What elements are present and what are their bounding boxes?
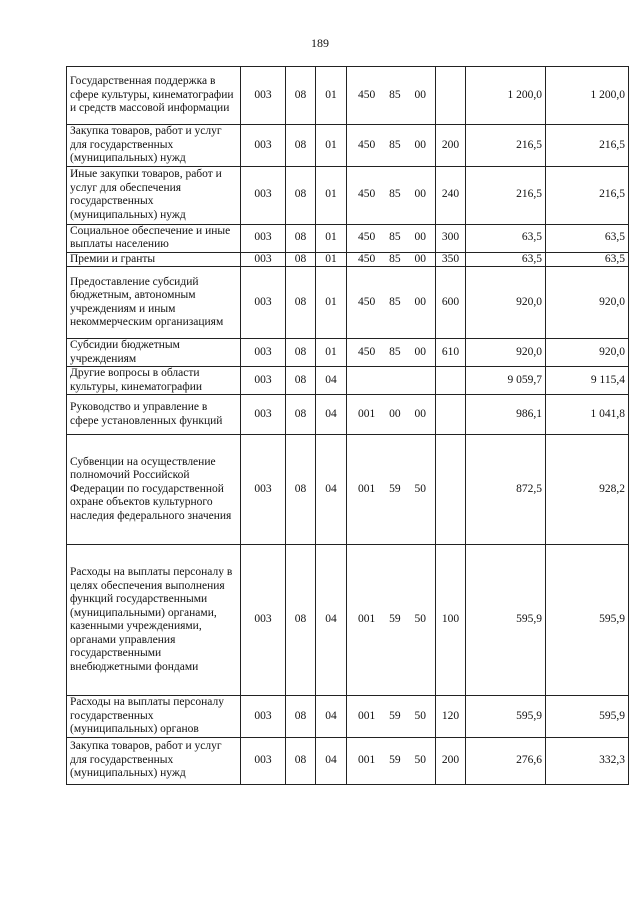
target-article-part: 00 — [414, 188, 426, 201]
amount-year-1: 63,5 — [466, 252, 546, 267]
target-article-part: 001 — [358, 613, 376, 626]
amount-year-1: 216,5 — [466, 166, 546, 224]
section-code: 08 — [286, 545, 316, 696]
table-row — [67, 67, 629, 125]
target-article-part: 85 — [389, 88, 401, 101]
ved-code: 003 — [241, 395, 286, 435]
expense-type-code: 100 — [436, 545, 466, 696]
expense-type-code: 240 — [436, 166, 466, 224]
subsection-code: 01 — [316, 125, 347, 167]
ved-code: 003 — [241, 224, 286, 252]
table-row — [67, 339, 629, 367]
target-article-parts — [350, 483, 432, 497]
row-name: Социальное обеспечение и иные выплаты населению — [67, 224, 241, 252]
table-row — [67, 696, 629, 738]
subsection-code: 01 — [316, 252, 347, 267]
target-article-part: 59 — [389, 613, 401, 626]
budget-table — [66, 66, 629, 785]
target-article-parts — [350, 296, 432, 310]
amount-year-2: 928,2 — [546, 435, 629, 545]
amount-year-1: 216,5 — [466, 125, 546, 167]
table-row — [67, 737, 629, 784]
ved-code: 003 — [241, 339, 286, 367]
target-article-parts — [350, 253, 432, 267]
target-article-part: 59 — [389, 753, 401, 766]
target-article-part: 85 — [389, 252, 401, 265]
target-article-code — [347, 696, 436, 738]
row-name: Расходы на выплаты персоналу в целях обеспечения выполнения функций государственными (муниципальными) органами, казенными учреждениями, органами управления государственными внебюджетными фондами — [67, 545, 241, 696]
target-article-part: 50 — [414, 613, 426, 626]
target-article-part: 85 — [389, 138, 401, 151]
target-article-part: 00 — [414, 88, 426, 101]
target-article-code — [347, 435, 436, 545]
expense-type-code: 120 — [436, 696, 466, 738]
amount-year-1: 872,5 — [466, 435, 546, 545]
expense-type-code: 600 — [436, 267, 466, 339]
table-row — [67, 545, 629, 696]
row-name: Расходы на выплаты персоналу государственных (муниципальных) органов — [67, 696, 241, 738]
amount-year-2: 595,9 — [546, 696, 629, 738]
ved-code: 003 — [241, 696, 286, 738]
row-name: Другие вопросы в области культуры, кинематографии — [67, 367, 241, 395]
target-article-part: 001 — [358, 753, 376, 766]
target-article-part: 001 — [358, 709, 376, 722]
target-article-part: 85 — [389, 295, 401, 308]
target-article-part: 001 — [358, 407, 376, 420]
amount-year-1: 920,0 — [466, 267, 546, 339]
target-article-part: 85 — [389, 188, 401, 201]
amount-year-2: 9 115,4 — [546, 367, 629, 395]
target-article-parts — [350, 710, 432, 724]
row-name: Закупка товаров, работ и услуг для государственных (муниципальных) нужд — [67, 125, 241, 167]
ved-code: 003 — [241, 435, 286, 545]
section-code: 08 — [286, 395, 316, 435]
expense-type-code: 200 — [436, 737, 466, 784]
ved-code: 003 — [241, 737, 286, 784]
amount-year-2: 1 041,8 — [546, 395, 629, 435]
amount-year-1: 276,6 — [466, 737, 546, 784]
ved-code: 003 — [241, 545, 286, 696]
section-code: 08 — [286, 125, 316, 167]
amount-year-2: 1 200,0 — [546, 67, 629, 125]
ved-code: 003 — [241, 166, 286, 224]
target-article-part: 59 — [389, 482, 401, 495]
row-name: Предоставление субсидий бюджетным, автономным учреждениям и иным некоммерческим организациям — [67, 267, 241, 339]
subsection-code: 04 — [316, 367, 347, 395]
section-code: 08 — [286, 252, 316, 267]
subsection-code: 01 — [316, 267, 347, 339]
target-article-part: 450 — [358, 252, 376, 265]
target-article-part: 50 — [414, 482, 426, 495]
table-row — [67, 367, 629, 395]
target-article-part: 450 — [358, 138, 376, 151]
amount-year-1: 63,5 — [466, 224, 546, 252]
subsection-code: 01 — [316, 67, 347, 125]
amount-year-1: 9 059,7 — [466, 367, 546, 395]
section-code: 08 — [286, 339, 316, 367]
amount-year-2: 63,5 — [546, 252, 629, 267]
ved-code: 003 — [241, 267, 286, 339]
target-article-part: 450 — [358, 88, 376, 101]
page-number: 189 — [311, 36, 329, 50]
target-article-code — [347, 737, 436, 784]
target-article-part: 00 — [389, 407, 401, 420]
ved-code: 003 — [241, 252, 286, 267]
target-article-code — [347, 166, 436, 224]
target-article-part: 85 — [389, 345, 401, 358]
target-article-part: 450 — [358, 231, 376, 244]
table-row — [67, 252, 629, 267]
row-name: Государственная поддержка в сфере культуры, кинематографии и средств массовой информации — [67, 67, 241, 125]
amount-year-1: 986,1 — [466, 395, 546, 435]
table-row — [67, 395, 629, 435]
amount-year-2: 63,5 — [546, 224, 629, 252]
expense-type-code: 610 — [436, 339, 466, 367]
target-article-parts — [350, 346, 432, 360]
target-article-parts — [350, 613, 432, 627]
row-name: Иные закупки товаров, работ и услуг для обеспечения государственных (муниципальных) нужд — [67, 166, 241, 224]
section-code: 08 — [286, 737, 316, 784]
amount-year-1: 595,9 — [466, 545, 546, 696]
section-code: 08 — [286, 224, 316, 252]
expense-type-code: 350 — [436, 252, 466, 267]
target-article-parts — [350, 754, 432, 768]
target-article-code — [347, 367, 436, 395]
subsection-code: 04 — [316, 435, 347, 545]
subsection-code: 01 — [316, 339, 347, 367]
amount-year-1: 595,9 — [466, 696, 546, 738]
target-article-parts — [350, 188, 432, 202]
expense-type-code — [436, 67, 466, 125]
target-article-parts — [350, 139, 432, 153]
target-article-parts — [350, 89, 432, 103]
target-article-part: 00 — [414, 231, 426, 244]
target-article-parts — [350, 231, 432, 245]
expense-type-code — [436, 395, 466, 435]
row-name: Субсидии бюджетным учреждениям — [67, 339, 241, 367]
amount-year-2: 920,0 — [546, 267, 629, 339]
section-code: 08 — [286, 696, 316, 738]
target-article-part: 00 — [414, 407, 426, 420]
row-name: Премии и гранты — [67, 252, 241, 267]
section-code: 08 — [286, 435, 316, 545]
target-article-part: 59 — [389, 709, 401, 722]
target-article-part: 001 — [358, 482, 376, 495]
section-code: 08 — [286, 67, 316, 125]
target-article-part: 50 — [414, 709, 426, 722]
expense-type-code — [436, 367, 466, 395]
target-article-part: 85 — [389, 231, 401, 244]
expense-type-code: 300 — [436, 224, 466, 252]
target-article-part: 50 — [414, 753, 426, 766]
subsection-code: 01 — [316, 166, 347, 224]
table-row — [67, 267, 629, 339]
expense-type-code: 200 — [436, 125, 466, 167]
section-code: 08 — [286, 267, 316, 339]
target-article-parts — [350, 408, 432, 422]
target-article-code — [347, 252, 436, 267]
subsection-code: 04 — [316, 737, 347, 784]
subsection-code: 04 — [316, 545, 347, 696]
table-row — [67, 166, 629, 224]
row-name: Закупка товаров, работ и услуг для государственных (муниципальных) нужд — [67, 737, 241, 784]
target-article-code — [347, 545, 436, 696]
target-article-code — [347, 125, 436, 167]
ved-code: 003 — [241, 367, 286, 395]
subsection-code: 04 — [316, 395, 347, 435]
target-article-part: 450 — [358, 295, 376, 308]
table-row — [67, 435, 629, 545]
amount-year-1: 920,0 — [466, 339, 546, 367]
amount-year-2: 595,9 — [546, 545, 629, 696]
table-row — [67, 125, 629, 167]
amount-year-2: 920,0 — [546, 339, 629, 367]
table-row — [67, 224, 629, 252]
target-article-code — [347, 224, 436, 252]
row-name: Руководство и управление в сфере установленных функций — [67, 395, 241, 435]
target-article-part: 00 — [414, 252, 426, 265]
target-article-code — [347, 339, 436, 367]
target-article-part: 00 — [414, 345, 426, 358]
target-article-code — [347, 395, 436, 435]
amount-year-2: 216,5 — [546, 166, 629, 224]
section-code: 08 — [286, 367, 316, 395]
target-article-part: 450 — [358, 345, 376, 358]
subsection-code: 01 — [316, 224, 347, 252]
amount-year-2: 216,5 — [546, 125, 629, 167]
target-article-code — [347, 267, 436, 339]
expense-type-code — [436, 435, 466, 545]
target-article-part: 00 — [414, 138, 426, 151]
row-name: Субвенции на осуществление полномочий Российской Федерации по государственной охране объектов культурного наследия федерального значения — [67, 435, 241, 545]
ved-code: 003 — [241, 67, 286, 125]
amount-year-1: 1 200,0 — [466, 67, 546, 125]
amount-year-2: 332,3 — [546, 737, 629, 784]
subsection-code: 04 — [316, 696, 347, 738]
target-article-part: 00 — [414, 295, 426, 308]
target-article-code — [347, 67, 436, 125]
ved-code: 003 — [241, 125, 286, 167]
section-code: 08 — [286, 166, 316, 224]
target-article-part: 450 — [358, 188, 376, 201]
